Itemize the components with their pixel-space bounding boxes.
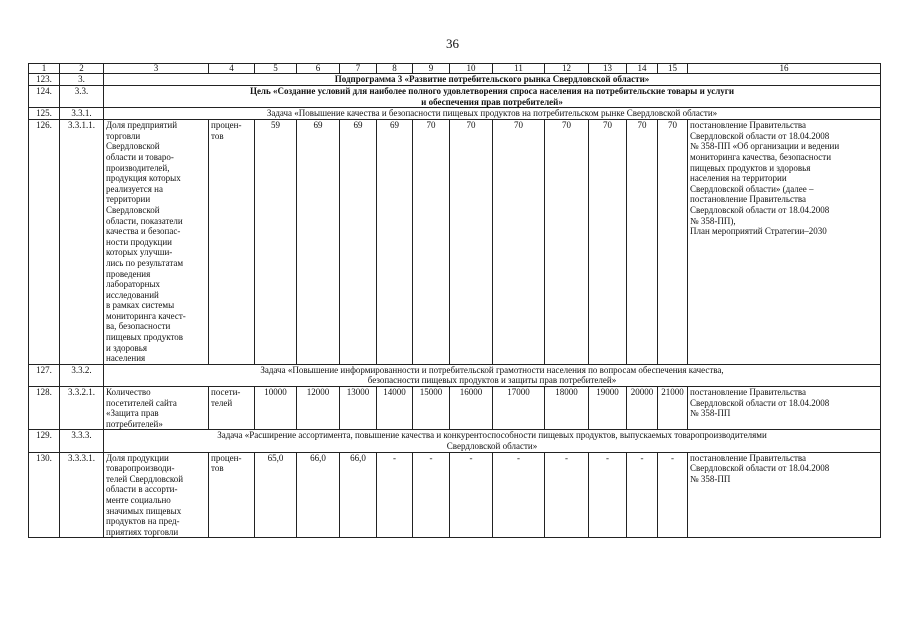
row-number: 127. xyxy=(29,364,60,386)
column-number: 2 xyxy=(60,64,104,74)
column-number: 3 xyxy=(104,64,209,74)
indicator-value: 16000 xyxy=(450,387,493,430)
row-code: 3.3.1. xyxy=(60,108,104,120)
indicator-name: Доля продукции товаропроизводи- телей Свердловской области в ассорти- менте социально значимых пищевых продуктов на пред- приятиях торговли xyxy=(104,452,209,538)
indicator-value: - xyxy=(377,452,413,538)
indicator-value: - xyxy=(627,452,658,538)
indicators-table xyxy=(28,63,881,538)
indicator-value: 66,0 xyxy=(340,452,377,538)
column-number: 7 xyxy=(340,64,377,74)
column-number: 6 xyxy=(297,64,340,74)
indicator-value: 10000 xyxy=(255,387,297,430)
indicator-value: 12000 xyxy=(297,387,340,430)
indicator-value: 13000 xyxy=(340,387,377,430)
column-number: 11 xyxy=(493,64,545,74)
indicator-value: 70 xyxy=(413,120,450,365)
row-code: 3.3.3.1. xyxy=(60,452,104,538)
indicator-value: 70 xyxy=(658,120,688,365)
row-code: 3.3.1.1. xyxy=(60,120,104,365)
goal-heading: Цель «Создание условий для наиболее полного удовлетворения спроса населения на потребительские товары и услуги и обеспечения прав потребителей» xyxy=(104,86,881,108)
indicator-value: 59 xyxy=(255,120,297,365)
task-row xyxy=(29,108,881,120)
indicator-value: - xyxy=(413,452,450,538)
indicator-value: - xyxy=(589,452,627,538)
indicator-value: - xyxy=(450,452,493,538)
indicator-value: 15000 xyxy=(413,387,450,430)
indicator-source: постановление Правительства Свердловской области от 18.04.2008 № 358-ПП «Об организации и ведении мониторинга качества, безопасности пищевых продуктов и здоровья населения на территории Свердловской области» (далее – постановление Правительства Свердловской области от 18.04.2008 № 358-ПП), План мероприятий Стратегии–2030 xyxy=(688,120,881,365)
indicator-value: 17000 xyxy=(493,387,545,430)
indicator-value: - xyxy=(658,452,688,538)
indicator-row xyxy=(29,452,881,538)
column-number: 16 xyxy=(688,64,881,74)
row-number: 129. xyxy=(29,430,60,452)
indicator-value: 70 xyxy=(627,120,658,365)
column-number: 5 xyxy=(255,64,297,74)
task-row xyxy=(29,430,881,452)
column-number: 1 xyxy=(29,64,60,74)
row-code: 3.3. xyxy=(60,86,104,108)
indicator-value: 18000 xyxy=(545,387,589,430)
indicator-value: 20000 xyxy=(627,387,658,430)
column-number: 13 xyxy=(589,64,627,74)
row-number: 125. xyxy=(29,108,60,120)
row-number: 128. xyxy=(29,387,60,430)
indicator-unit: процен- тов xyxy=(209,452,255,538)
indicator-value: 69 xyxy=(297,120,340,365)
subprogram-heading: Подпрограмма 3 «Развитие потребительского рынка Свердловской области» xyxy=(104,74,881,86)
indicator-value: 14000 xyxy=(377,387,413,430)
column-number: 12 xyxy=(545,64,589,74)
column-number: 9 xyxy=(413,64,450,74)
indicator-value: 65,0 xyxy=(255,452,297,538)
row-number: 124. xyxy=(29,86,60,108)
task-heading: Задача «Расширение ассортимента, повышение качества и конкурентоспособности пищевых продуктов, выпускаемых товаропроизводителями Свердловской области» xyxy=(104,430,881,452)
goal-row xyxy=(29,86,881,108)
indicator-value: 21000 xyxy=(658,387,688,430)
row-number: 126. xyxy=(29,120,60,365)
indicator-row xyxy=(29,120,881,365)
indicator-value: 69 xyxy=(377,120,413,365)
indicator-value: 70 xyxy=(493,120,545,365)
indicator-source: постановление Правительства Свердловской области от 18.04.2008 № 358-ПП xyxy=(688,452,881,538)
row-code: 3.3.2. xyxy=(60,364,104,386)
indicator-value: 19000 xyxy=(589,387,627,430)
subprogram-row xyxy=(29,74,881,86)
task-heading: Задача «Повышение качества и безопасности пищевых продуктов на потребительском рынке Свердловской области» xyxy=(104,108,881,120)
task-row xyxy=(29,364,881,386)
indicator-name: Доля предприятий торговли Свердловской области и товаро- производителей, продукция которых реализуется на территории Свердловской области, показатели качества и безопас- ности продукции которых улучши- лись по результатам проведения лабораторных исследований в рамках системы мониторинга качест- ва, безопасности пищевых продуктов и здоровья населения xyxy=(104,120,209,365)
indicator-unit: процен- тов xyxy=(209,120,255,365)
indicator-name: Количество посетителей сайта «Защита прав потребителей» xyxy=(104,387,209,430)
indicator-value: 70 xyxy=(589,120,627,365)
indicator-unit: посети- телей xyxy=(209,387,255,430)
column-number: 14 xyxy=(627,64,658,74)
indicator-source: постановление Правительства Свердловской области от 18.04.2008 № 358-ПП xyxy=(688,387,881,430)
indicator-value: 66,0 xyxy=(297,452,340,538)
column-number: 4 xyxy=(209,64,255,74)
column-number-row xyxy=(29,64,881,74)
indicator-value: - xyxy=(545,452,589,538)
indicator-value: 70 xyxy=(545,120,589,365)
row-code: 3. xyxy=(60,74,104,86)
column-number: 10 xyxy=(450,64,493,74)
row-code: 3.3.2.1. xyxy=(60,387,104,430)
page-number: 36 xyxy=(446,36,459,51)
indicator-value: 70 xyxy=(450,120,493,365)
column-number: 15 xyxy=(658,64,688,74)
indicator-row xyxy=(29,387,881,430)
indicator-value: 69 xyxy=(340,120,377,365)
task-heading: Задача «Повышение информированности и потребительской грамотности населения по вопросам обеспечения качества, безопасности пищевых продуктов и защиты прав потребителей» xyxy=(104,364,881,386)
indicator-value: - xyxy=(493,452,545,538)
row-code: 3.3.3. xyxy=(60,430,104,452)
row-number: 130. xyxy=(29,452,60,538)
row-number: 123. xyxy=(29,74,60,86)
column-number: 8 xyxy=(377,64,413,74)
